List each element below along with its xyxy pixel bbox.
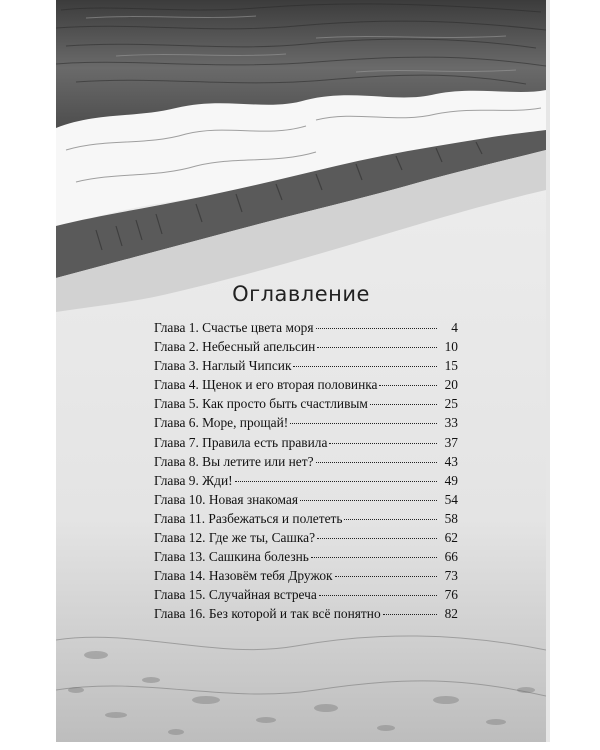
- toc-leader-dots: [329, 442, 437, 444]
- toc-entry-label: Глава 13. Сашкина болезнь: [154, 549, 309, 565]
- toc-entry-label: Глава 16. Без которой и так всё понятно: [154, 606, 381, 622]
- toc-entry-page: 33: [444, 415, 458, 431]
- toc-entry[interactable]: [154, 530, 458, 549]
- toc-entry-label: Глава 2. Небесный апельсин: [154, 339, 316, 355]
- toc-entry-page: 66: [444, 549, 458, 565]
- toc-entry-label: Глава 11. Разбежаться и полететь: [154, 510, 343, 526]
- toc-leader-dots: [316, 327, 438, 329]
- toc-entry-label: Глава 14. Назовём тебя Дружок: [154, 568, 333, 584]
- toc-entry[interactable]: [154, 339, 458, 358]
- toc-entry-page: 49: [444, 472, 458, 488]
- toc-entry[interactable]: [154, 511, 458, 530]
- toc-entry-page: 82: [444, 606, 458, 622]
- toc-leader-dots: [316, 461, 437, 463]
- toc-entry[interactable]: [154, 377, 458, 396]
- toc-entry[interactable]: [154, 473, 458, 492]
- toc-leader-dots: [311, 556, 437, 558]
- toc-entry-label: Глава 6. Море, прощай!: [154, 415, 289, 431]
- toc-entry[interactable]: [154, 568, 458, 587]
- toc-entry-label: Глава 9. Жди!: [154, 472, 233, 488]
- toc-entry-label: Глава 5. Как просто быть счастливым: [154, 396, 368, 412]
- toc-entry[interactable]: [154, 587, 458, 606]
- book-page: [56, 0, 546, 742]
- toc-entry-page: 58: [444, 510, 458, 526]
- toc-entry-label: Глава 12. Где же ты, Сашка?: [154, 530, 316, 546]
- toc-entry-label: Глава 10. Новая знакомая: [154, 491, 298, 507]
- toc-leader-dots: [383, 613, 437, 615]
- toc-entry[interactable]: [154, 549, 458, 568]
- toc-entry-label: Глава 4. Щенок и его вторая половинка: [154, 377, 378, 393]
- toc-entry-label: Глава 1. Счастье цвета моря: [154, 320, 314, 335]
- toc-entry-label: Глава 8. Вы летите или нет?: [154, 453, 314, 469]
- toc-leader-dots: [335, 575, 437, 577]
- toc-leader-dots: [317, 537, 437, 539]
- toc-title: Оглавление: [232, 282, 370, 306]
- toc-leader-dots: [370, 403, 437, 405]
- toc-entry[interactable]: [154, 396, 458, 415]
- toc-entry[interactable]: [154, 454, 458, 473]
- toc-entry[interactable]: [154, 415, 458, 434]
- toc-entry-page: 62: [444, 530, 458, 546]
- toc-entry-page: 20: [444, 377, 458, 393]
- toc-entry-label: Глава 3. Наглый Чипсик: [154, 358, 292, 374]
- toc-leader-dots: [344, 518, 437, 520]
- toc-entry-page: 4: [451, 320, 458, 335]
- page-edge: [546, 0, 550, 742]
- toc-entry-label: Глава 15. Случайная встреча: [154, 587, 317, 603]
- toc-leader-dots: [379, 384, 437, 386]
- toc-leader-dots: [319, 594, 437, 596]
- toc-leader-dots: [317, 346, 437, 348]
- toc-entry-page: 73: [444, 568, 458, 584]
- toc-entry-page: 43: [444, 453, 458, 469]
- toc-entry-page: 15: [444, 358, 458, 374]
- toc-entry-page: 54: [444, 491, 458, 507]
- toc-entry[interactable]: [154, 435, 458, 454]
- toc-entry-label: Глава 7. Правила есть правила: [154, 434, 328, 450]
- toc-entry-page: 37: [444, 434, 458, 450]
- toc-leader-dots: [300, 499, 437, 501]
- toc-entry-page: 25: [444, 396, 458, 412]
- toc-entry-page: 10: [444, 339, 458, 355]
- toc-leader-dots: [293, 365, 437, 367]
- toc-entry-page: 76: [444, 587, 458, 603]
- table-of-contents: [154, 320, 458, 626]
- toc-leader-dots: [290, 422, 437, 424]
- toc-leader-dots: [235, 480, 437, 482]
- toc-entry[interactable]: [154, 358, 458, 377]
- toc-entry[interactable]: [154, 606, 458, 625]
- toc-entry[interactable]: [154, 492, 458, 511]
- toc-entry[interactable]: [154, 320, 458, 339]
